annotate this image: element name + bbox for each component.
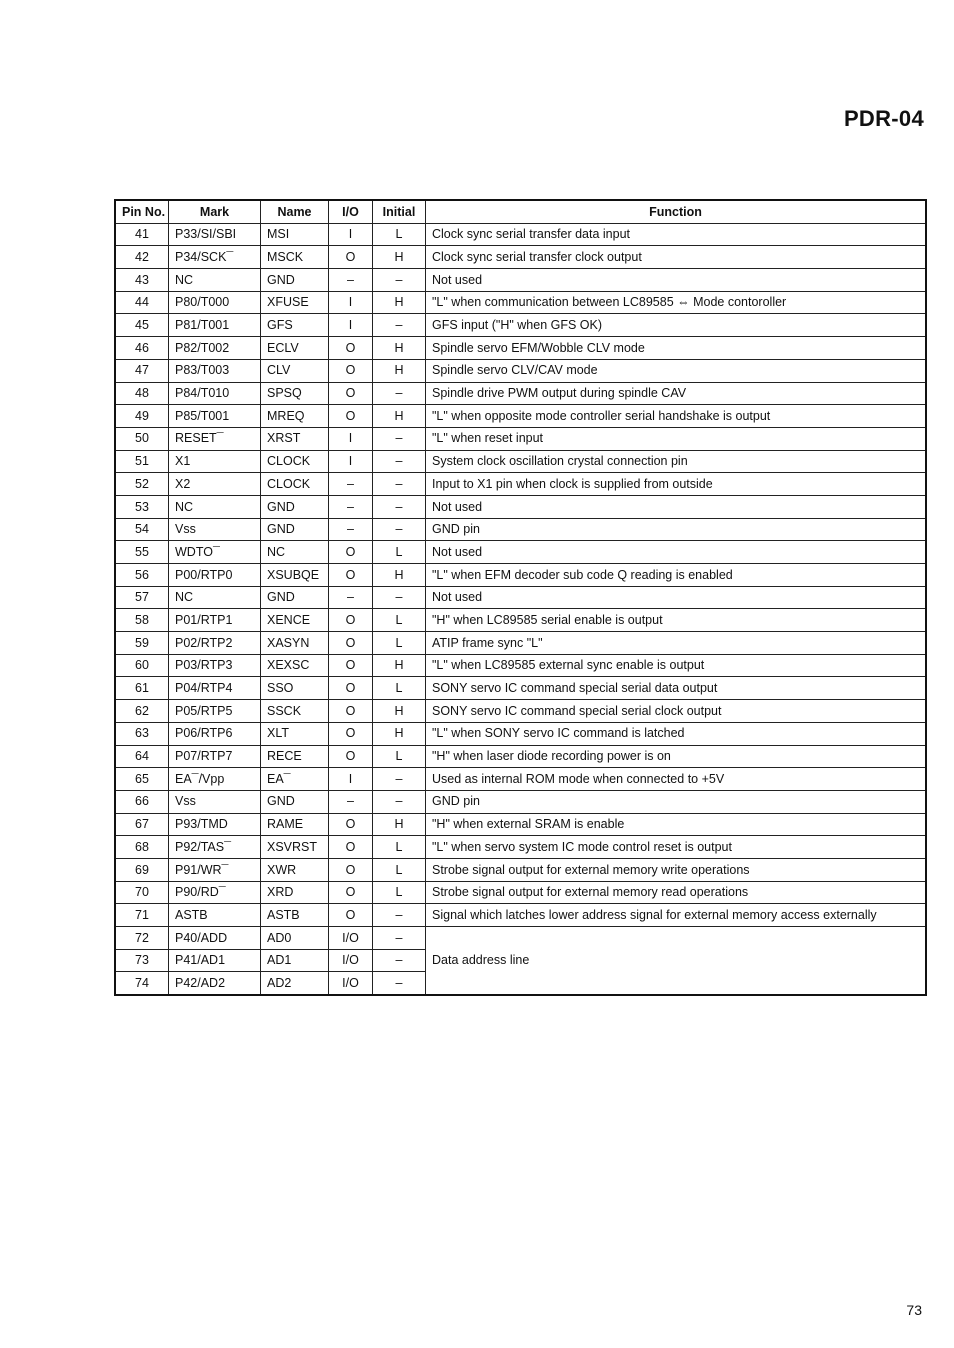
cell-name: MREQ (261, 405, 329, 428)
table-row (115, 609, 926, 632)
cell-pin: 52 (115, 473, 169, 496)
table-row (115, 881, 926, 904)
cell-initial: L (373, 745, 426, 768)
cell-io: O (329, 382, 373, 405)
cell-pin: 68 (115, 836, 169, 859)
cell-io: I/O (329, 949, 373, 972)
cell-io: O (329, 722, 373, 745)
cell-pin: 59 (115, 632, 169, 655)
cell-initial: H (373, 654, 426, 677)
cell-mark: P03/RTP3 (169, 654, 261, 677)
cell-name: GFS (261, 314, 329, 337)
cell-io: O (329, 609, 373, 632)
cell-mark: RESET¯ (169, 427, 261, 450)
cell-initial: H (373, 246, 426, 269)
table-row (115, 246, 926, 269)
cell-function: "L" when opposite mode controller serial handshake is output (426, 405, 927, 428)
table-row (115, 518, 926, 541)
cell-io: O (329, 337, 373, 360)
table-row (115, 450, 926, 473)
cell-pin: 54 (115, 518, 169, 541)
cell-pin: 43 (115, 269, 169, 292)
cell-function: "L" when reset input (426, 427, 927, 450)
cell-function: Spindle servo EFM/Wobble CLV mode (426, 337, 927, 360)
cell-initial: – (373, 949, 426, 972)
cell-io: – (329, 790, 373, 813)
cell-initial: L (373, 609, 426, 632)
column-header-io: I/O (329, 200, 373, 223)
cell-pin: 74 (115, 972, 169, 995)
table-row (115, 927, 926, 950)
cell-io: O (329, 632, 373, 655)
cell-io: O (329, 405, 373, 428)
cell-name: ECLV (261, 337, 329, 360)
table-row (115, 269, 926, 292)
cell-initial: – (373, 768, 426, 791)
table-row (115, 677, 926, 700)
cell-mark: EA¯/Vpp (169, 768, 261, 791)
cell-initial: L (373, 541, 426, 564)
cell-mark: P82/T002 (169, 337, 261, 360)
cell-function: Clock sync serial transfer data input (426, 223, 927, 246)
cell-initial: H (373, 405, 426, 428)
cell-mark: P05/RTP5 (169, 700, 261, 723)
cell-initial: – (373, 495, 426, 518)
cell-pin: 48 (115, 382, 169, 405)
cell-name: GND (261, 790, 329, 813)
cell-initial: H (373, 337, 426, 360)
table-header-row (115, 200, 926, 223)
cell-mark: X1 (169, 450, 261, 473)
cell-pin: 51 (115, 450, 169, 473)
cell-initial: – (373, 518, 426, 541)
table-row (115, 768, 926, 791)
cell-mark: ASTB (169, 904, 261, 927)
table-row (115, 405, 926, 428)
cell-initial: – (373, 427, 426, 450)
column-header-initial: Initial (373, 200, 426, 223)
cell-name: XSVRST (261, 836, 329, 859)
cell-name: XASYN (261, 632, 329, 655)
cell-function: ATIP frame sync "L" (426, 632, 927, 655)
cell-initial: – (373, 269, 426, 292)
cell-pin: 64 (115, 745, 169, 768)
cell-mark: NC (169, 269, 261, 292)
cell-function: "L" when EFM decoder sub code Q reading is enabled (426, 564, 927, 587)
table-row (115, 495, 926, 518)
cell-io: I/O (329, 972, 373, 995)
cell-name: XENCE (261, 609, 329, 632)
cell-name: CLOCK (261, 450, 329, 473)
cell-name: SSO (261, 677, 329, 700)
table-row (115, 722, 926, 745)
cell-mark: P34/SCK¯ (169, 246, 261, 269)
cell-function: Spindle servo CLV/CAV mode (426, 359, 927, 382)
cell-function: "L" when LC89585 external sync enable is output (426, 654, 927, 677)
cell-mark: X2 (169, 473, 261, 496)
cell-mark: WDTO¯ (169, 541, 261, 564)
cell-name: AD1 (261, 949, 329, 972)
cell-function: "H" when external SRAM is enable (426, 813, 927, 836)
cell-pin: 72 (115, 927, 169, 950)
cell-function: "L" when SONY servo IC command is latched (426, 722, 927, 745)
cell-name: XWR (261, 858, 329, 881)
table-body (115, 223, 926, 995)
cell-io: I (329, 223, 373, 246)
cell-mark: P40/ADD (169, 927, 261, 950)
cell-mark: P04/RTP4 (169, 677, 261, 700)
cell-name: XFUSE (261, 291, 329, 314)
cell-function: Spindle drive PWM output during spindle CAV (426, 382, 927, 405)
table-row (115, 291, 926, 314)
cell-pin: 45 (115, 314, 169, 337)
cell-pin: 65 (115, 768, 169, 791)
cell-name: AD2 (261, 972, 329, 995)
cell-io: – (329, 269, 373, 292)
cell-function: GND pin (426, 790, 927, 813)
table-row (115, 745, 926, 768)
cell-name: XSUBQE (261, 564, 329, 587)
table-row (115, 858, 926, 881)
cell-pin: 53 (115, 495, 169, 518)
cell-mark: Vss (169, 518, 261, 541)
cell-name: XLT (261, 722, 329, 745)
cell-function: Not used (426, 541, 927, 564)
cell-mark: P81/T001 (169, 314, 261, 337)
cell-mark: P91/WR¯ (169, 858, 261, 881)
table-row (115, 904, 926, 927)
cell-io: O (329, 359, 373, 382)
table-row (115, 790, 926, 813)
cell-name: MSCK (261, 246, 329, 269)
table-row (115, 541, 926, 564)
cell-function: "H" when LC89585 serial enable is output (426, 609, 927, 632)
cell-function: Input to X1 pin when clock is supplied from outside (426, 473, 927, 496)
column-header-name: Name (261, 200, 329, 223)
cell-io: O (329, 654, 373, 677)
cell-io: O (329, 858, 373, 881)
cell-mark: P33/SI/SBI (169, 223, 261, 246)
cell-initial: H (373, 700, 426, 723)
pin-function-table (114, 199, 927, 996)
cell-io: – (329, 473, 373, 496)
cell-initial: – (373, 382, 426, 405)
cell-initial: – (373, 473, 426, 496)
cell-initial: L (373, 858, 426, 881)
cell-mark: P42/AD2 (169, 972, 261, 995)
cell-function: SONY servo IC command special serial data output (426, 677, 927, 700)
cell-function: Used as internal ROM mode when connected to +5V (426, 768, 927, 791)
cell-pin: 69 (115, 858, 169, 881)
table-row (115, 813, 926, 836)
cell-io: O (329, 246, 373, 269)
cell-io: – (329, 586, 373, 609)
cell-name: EA¯ (261, 768, 329, 791)
cell-mark: P84/T010 (169, 382, 261, 405)
cell-io: – (329, 495, 373, 518)
cell-pin: 41 (115, 223, 169, 246)
cell-function: "L" when servo system IC mode control reset is output (426, 836, 927, 859)
cell-mark: P83/T003 (169, 359, 261, 382)
cell-name: XRD (261, 881, 329, 904)
cell-pin: 47 (115, 359, 169, 382)
cell-initial: – (373, 450, 426, 473)
table-row (115, 314, 926, 337)
cell-initial: H (373, 359, 426, 382)
cell-io: I (329, 450, 373, 473)
cell-initial: L (373, 677, 426, 700)
cell-initial: – (373, 904, 426, 927)
cell-mark: P80/T000 (169, 291, 261, 314)
cell-initial: H (373, 813, 426, 836)
cell-initial: – (373, 927, 426, 950)
cell-mark: NC (169, 495, 261, 518)
cell-function: SONY servo IC command special serial clock output (426, 700, 927, 723)
cell-mark: P85/T001 (169, 405, 261, 428)
cell-initial: L (373, 881, 426, 904)
cell-initial: H (373, 564, 426, 587)
cell-pin: 49 (115, 405, 169, 428)
table-row (115, 836, 926, 859)
cell-pin: 55 (115, 541, 169, 564)
cell-function: Signal which latches lower address signal for external memory access externally (426, 904, 927, 927)
table-row (115, 564, 926, 587)
cell-io: O (329, 836, 373, 859)
cell-name: SPSQ (261, 382, 329, 405)
cell-function: "H" when laser diode recording power is on (426, 745, 927, 768)
table-row (115, 223, 926, 246)
cell-pin: 58 (115, 609, 169, 632)
cell-name: NC (261, 541, 329, 564)
cell-function: Data address line (426, 927, 927, 996)
page-number: 73 (906, 1302, 922, 1318)
cell-io: O (329, 541, 373, 564)
cell-mark: P92/TAS¯ (169, 836, 261, 859)
cell-pin: 50 (115, 427, 169, 450)
cell-initial: – (373, 790, 426, 813)
table-row (115, 473, 926, 496)
cell-mark: P06/RTP6 (169, 722, 261, 745)
table-row (115, 654, 926, 677)
cell-pin: 71 (115, 904, 169, 927)
cell-name: CLOCK (261, 473, 329, 496)
cell-mark: NC (169, 586, 261, 609)
cell-function: Not used (426, 586, 927, 609)
cell-io: I/O (329, 927, 373, 950)
table-row (115, 700, 926, 723)
cell-mark: Vss (169, 790, 261, 813)
cell-pin: 56 (115, 564, 169, 587)
cell-pin: 73 (115, 949, 169, 972)
cell-pin: 46 (115, 337, 169, 360)
cell-initial: L (373, 223, 426, 246)
cell-initial: – (373, 314, 426, 337)
cell-initial: H (373, 291, 426, 314)
cell-pin: 44 (115, 291, 169, 314)
table-row (115, 337, 926, 360)
cell-function: Not used (426, 269, 927, 292)
cell-mark: P93/TMD (169, 813, 261, 836)
cell-name: AD0 (261, 927, 329, 950)
table-row (115, 632, 926, 655)
cell-initial: – (373, 972, 426, 995)
cell-name: CLV (261, 359, 329, 382)
cell-io: – (329, 518, 373, 541)
cell-io: I (329, 427, 373, 450)
cell-function: GND pin (426, 518, 927, 541)
cell-initial: L (373, 836, 426, 859)
column-header-function: Function (426, 200, 927, 223)
cell-name: RECE (261, 745, 329, 768)
cell-pin: 62 (115, 700, 169, 723)
cell-pin: 66 (115, 790, 169, 813)
cell-io: O (329, 813, 373, 836)
cell-function: System clock oscillation crystal connection pin (426, 450, 927, 473)
table-row (115, 382, 926, 405)
cell-function: Strobe signal output for external memory write operations (426, 858, 927, 881)
cell-io: O (329, 881, 373, 904)
cell-mark: P02/RTP2 (169, 632, 261, 655)
cell-name: ASTB (261, 904, 329, 927)
column-header-mark: Mark (169, 200, 261, 223)
cell-function: "L" when communication between LC89585 ⇔ Mode contoroller (426, 291, 927, 314)
cell-function: Not used (426, 495, 927, 518)
cell-mark: P01/RTP1 (169, 609, 261, 632)
cell-name: XEXSC (261, 654, 329, 677)
cell-mark: P90/RD¯ (169, 881, 261, 904)
cell-name: GND (261, 269, 329, 292)
cell-pin: 60 (115, 654, 169, 677)
cell-mark: P41/AD1 (169, 949, 261, 972)
cell-function: Clock sync serial transfer clock output (426, 246, 927, 269)
cell-pin: 61 (115, 677, 169, 700)
cell-io: O (329, 904, 373, 927)
cell-name: RAME (261, 813, 329, 836)
cell-initial: L (373, 632, 426, 655)
cell-pin: 70 (115, 881, 169, 904)
cell-mark: P00/RTP0 (169, 564, 261, 587)
table-row (115, 427, 926, 450)
cell-mark: P07/RTP7 (169, 745, 261, 768)
cell-function: Strobe signal output for external memory read operations (426, 881, 927, 904)
cell-io: O (329, 677, 373, 700)
cell-name: GND (261, 495, 329, 518)
cell-function: GFS input ("H" when GFS OK) (426, 314, 927, 337)
model-number: PDR-04 (843, 106, 924, 131)
cell-pin: 63 (115, 722, 169, 745)
cell-io: I (329, 768, 373, 791)
cell-io: O (329, 700, 373, 723)
cell-name: XRST (261, 427, 329, 450)
cell-io: I (329, 314, 373, 337)
cell-io: I (329, 291, 373, 314)
cell-initial: H (373, 722, 426, 745)
cell-pin: 42 (115, 246, 169, 269)
cell-name: GND (261, 518, 329, 541)
cell-io: O (329, 745, 373, 768)
cell-initial: – (373, 586, 426, 609)
table-row (115, 586, 926, 609)
cell-name: MSI (261, 223, 329, 246)
cell-io: O (329, 564, 373, 587)
cell-name: SSCK (261, 700, 329, 723)
table-row (115, 359, 926, 382)
cell-name: GND (261, 586, 329, 609)
cell-pin: 57 (115, 586, 169, 609)
cell-pin: 67 (115, 813, 169, 836)
column-header-pin: Pin No. (115, 200, 169, 223)
